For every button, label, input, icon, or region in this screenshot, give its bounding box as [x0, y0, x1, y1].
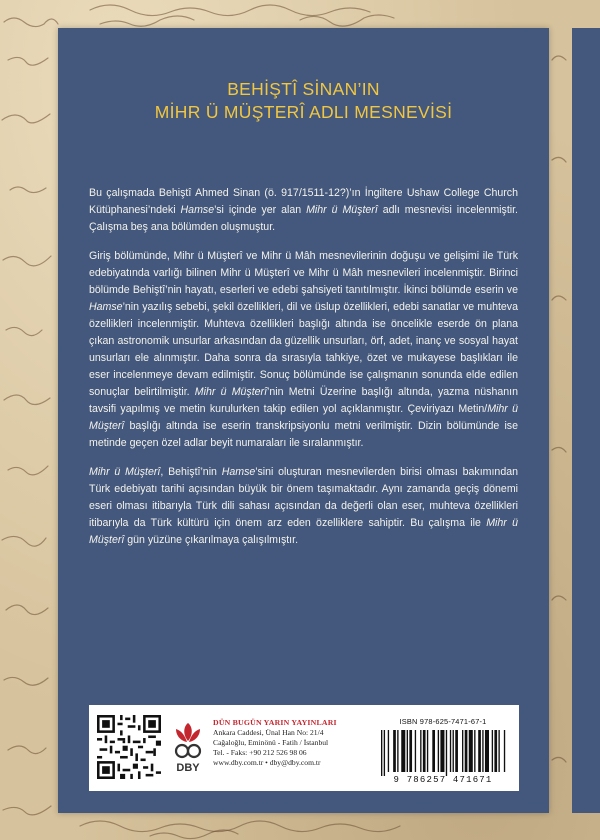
- publisher-phone: Tel. - Faks: +90 212 526 98 06: [213, 748, 307, 757]
- barcode-icon: [375, 728, 511, 776]
- publisher-web: www.dby.com.tr • dby@dby.com.tr: [213, 758, 321, 767]
- barcode-bar: [427, 730, 428, 772]
- p2-segment-0: Giriş bölümünde, Mihr ü Müşterî ve Mihr ü Mâh mesnevilerinin doğuşu ve gelişimi ile Türk edebiyatında varlığı bilinen Mihr ü Müşterî ve Mihr ü Mâh mesnevileri incelenmiştir. Birinci bölümde Behiştî’nin hayatı, eserleri ve edebi şahsiyeti tanıtılmıştır. İkinci bölümde eserin ve: [89, 250, 518, 296]
- p3-segment-0: Mihr ü Müşterî: [89, 466, 161, 478]
- p3-segment-5: gün yüzüne çıkarılmaya çalışılmıştır.: [124, 534, 299, 546]
- barcode-bar: [485, 730, 489, 772]
- barcode-bar: [482, 730, 483, 772]
- p1-segment-2: ’si içinde yer alan: [214, 204, 307, 216]
- barcode-bar: [492, 730, 493, 772]
- barcode-bar: [423, 730, 426, 772]
- barcode-bar: [494, 730, 497, 772]
- blurb-paragraph-3: [89, 464, 518, 549]
- barcode-bar: [465, 730, 468, 772]
- barcode-bar: [504, 730, 505, 772]
- p2-segment-2: ’nin yazılış sebebi, şekil özellikleri, dil ve üslup özellikleri, edebi sanatlar ve muhteva özellikleri incelenmiştir. Muhteva özellikleri başlığı altında ise öncelikle eserde ön plana çıkan astronomik unsurlar arkasından da güzellik unsurları, örf, adet, inanç ve sosyal hayat unsurları ele alınmıştır. Daha sonra da sırasıyla tahkiye, özet ve mukayese başlıkları ile eser incelenmeye devam edilmiştir. Sonuç bölümünde ise çalışmanın sonunda elde edilen sonuçlar belirtilmiştir.: [89, 301, 518, 398]
- publisher-name: DÜN BUGÜN YARIN YAYINLARI: [213, 718, 337, 727]
- p1-segment-1: Hamse: [180, 204, 215, 216]
- barcode-bar: [397, 730, 398, 772]
- barcode-bar: [453, 730, 454, 772]
- isbn-block: [375, 717, 511, 785]
- barcode-bar: [446, 730, 447, 776]
- barcode-bar: [462, 730, 463, 772]
- barcode-bar: [438, 730, 439, 772]
- publisher-info: [213, 718, 373, 768]
- barcode-bar: [440, 730, 444, 772]
- p2-segment-5: Mihr ü Müşterî: [89, 403, 518, 432]
- barcode-bar: [381, 730, 382, 776]
- barcode-group-2: 471671: [452, 775, 493, 785]
- barcode-bar: [407, 730, 408, 772]
- barcode-first-digit: 9: [393, 775, 401, 785]
- barcode-bar: [498, 730, 499, 772]
- p2-segment-6: başlığı altında ise eserin transkripsiyonlu metni verilmiştir. Dizin bölümünde ise metinde geçen özel adlar beyit numaraları ile sıralanmıştır.: [89, 420, 518, 449]
- blurb: [89, 185, 518, 549]
- publisher-address-2: Cağaloğlu, Eminönü - Fatih / İstanbul: [213, 738, 329, 747]
- barcode-bar: [415, 730, 416, 772]
- barcode-bar: [478, 730, 481, 772]
- barcode-bar: [420, 730, 421, 772]
- back-cover-panel: [58, 28, 549, 813]
- logo-text: DBY: [176, 762, 200, 774]
- p3-segment-2: Hamse: [221, 466, 256, 478]
- p2-segment-3: Mihr ü Müşterî: [194, 386, 268, 398]
- isbn-label: ISBN 978-625-7471-67-1: [399, 717, 487, 726]
- title-line-1: BEHİŞTÎ SİNAN’IN: [227, 79, 380, 99]
- publisher-address-1: Ankara Caddesi, Ünal Han No: 21/4: [213, 728, 324, 737]
- blurb-paragraph-1: [89, 185, 518, 236]
- qr-code-icon: [97, 715, 161, 779]
- barcode-bar: [401, 730, 405, 772]
- blurb-paragraph-2: [89, 248, 518, 452]
- p1-segment-4: adlı mesnevisi incelenmiştir. Çalışma beş ana bölümden oluşmuştur.: [89, 204, 518, 233]
- barcode-bar: [455, 730, 458, 772]
- barcode-bar: [469, 730, 473, 772]
- barcode-bar: [393, 730, 396, 772]
- barcode-bar: [450, 730, 451, 772]
- p2-segment-4: ’nin Metni Üzerine başlığı altında, yazma nüshanın tavsifi yapılmış ve metin kurulurken takip edilen yol açıklanmıştır. Çeviriyazı Metin/: [89, 386, 518, 415]
- p3-segment-3: ’sini oluşturan mesnevilerden birisi olması bakımından Türk edebiyatı tarihi açısından büyük bir önem taşımaktadır. Aynı zamanda geçiş dönemi eseri olması itibarıyla Türk dili sahası açısından da değerli olan eser, muhteva özellikleri itibarıyla da Türk kültürü için önem arz eden özelliklere sahiptir. Bu çalışma ile: [89, 466, 518, 529]
- dby-logo-icon: [171, 719, 205, 777]
- barcode-bar: [474, 730, 475, 772]
- p1-segment-3: Mihr ü Müşterî: [306, 204, 378, 216]
- p1-segment-0: Bu çalışmada Behiştî Ahmed Sinan (ö. 917/1511-12?)’ın İngiltere Ushaw College Church Kütüphanesi’ndeki: [89, 187, 518, 216]
- title-line-2: MİHR Ü MÜŞTERÎ ADLI MESNEVİSİ: [154, 102, 453, 122]
- book-title: [58, 78, 549, 124]
- p2-segment-1: Hamse: [89, 301, 123, 313]
- barcode-digits: [375, 775, 511, 785]
- barcode-bar: [432, 730, 435, 772]
- footer-box: [89, 705, 519, 791]
- barcode-bar: [384, 730, 385, 776]
- barcode-group-1: 786257: [406, 775, 447, 785]
- p3-segment-4: Mihr ü Müşterî: [89, 517, 518, 546]
- barcode-bar: [409, 730, 412, 772]
- back-cover-edge: [572, 28, 600, 813]
- barcode-bar: [388, 730, 389, 772]
- p3-segment-1: , Behiştî’nin: [160, 466, 222, 478]
